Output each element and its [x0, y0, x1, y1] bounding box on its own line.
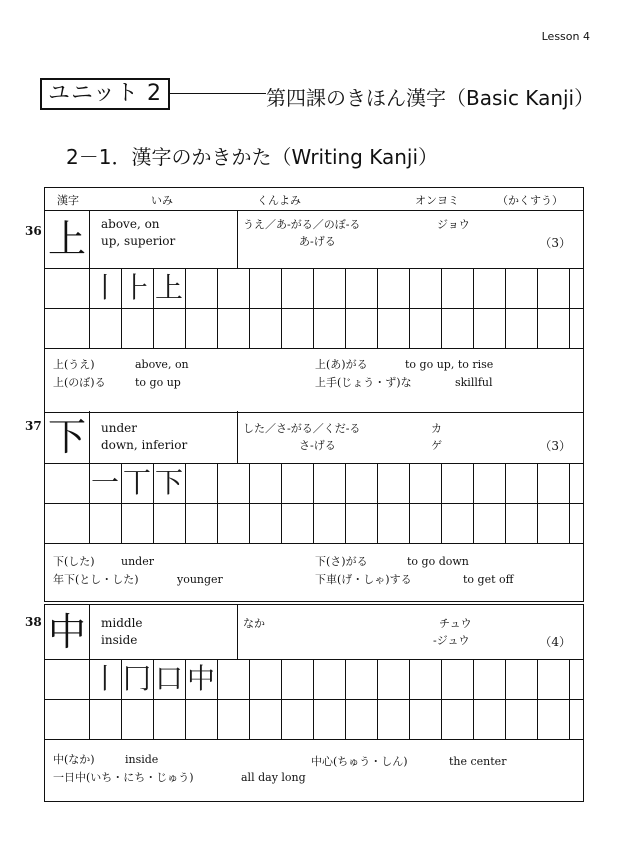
example-meaning: to go up [135, 376, 181, 389]
example-word: 中(なか) [53, 753, 95, 766]
practice-cell [505, 699, 538, 739]
meaning-line-1: above, on [101, 217, 160, 231]
practice-cell [345, 503, 378, 543]
practice-cell [89, 503, 122, 543]
meaning-line-1: under [101, 421, 137, 435]
practice-row-1 [45, 463, 583, 504]
practice-cell [441, 699, 474, 739]
practice-cell [249, 659, 282, 699]
table-header [45, 188, 583, 211]
practice-cell [217, 268, 250, 308]
kunyomi-line-2: あ-げる [299, 235, 336, 248]
example-meaning: all day long [241, 771, 306, 784]
practice-cell [185, 699, 218, 739]
practice-cell [249, 268, 282, 308]
practice-cell [537, 503, 570, 543]
practice-cell [473, 308, 506, 348]
practice-cell [441, 463, 474, 503]
practice-cell [473, 268, 506, 308]
practice-cell [89, 699, 122, 739]
example-word: 上(あ)がる [315, 358, 368, 371]
practice-cell [441, 659, 474, 699]
unit-box: ユニット 2 [40, 78, 170, 110]
practice-cell [377, 268, 410, 308]
practice-cell [537, 308, 570, 348]
practice-cell [45, 699, 90, 739]
practice-cell: 上 [153, 268, 186, 308]
practice-cell [217, 463, 250, 503]
practice-cell [121, 699, 154, 739]
practice-cell [505, 503, 538, 543]
practice-row-2 [45, 699, 583, 740]
practice-cell [249, 463, 282, 503]
example-meaning: under [121, 555, 154, 568]
unit-divider-line [168, 93, 266, 94]
header-imi: いみ [151, 194, 173, 207]
meaning-line-1: middle [101, 616, 143, 630]
practice-cell [345, 268, 378, 308]
practice-cell [537, 268, 570, 308]
example-word: 年下(とし・した) [53, 573, 139, 586]
practice-cell [185, 503, 218, 543]
practice-cell [441, 308, 474, 348]
practice-cell [313, 308, 346, 348]
practice-cell [313, 268, 346, 308]
practice-cell [377, 503, 410, 543]
practice-cell [153, 308, 186, 348]
kanji-number: 36 [25, 224, 42, 238]
practice-cell: 中 [185, 659, 218, 699]
practice-cell [441, 268, 474, 308]
practice-cell: 下 [153, 463, 186, 503]
practice-cell [121, 308, 154, 348]
column-divider [237, 605, 238, 659]
kanji-block-37 [25, 411, 584, 602]
kanji-block-38 [25, 604, 584, 802]
kanji-character: 中 [45, 605, 90, 659]
practice-cell: 一 [89, 463, 122, 503]
kanji-block-36 [25, 187, 584, 413]
practice-row-1 [45, 659, 583, 700]
practice-cell: 丨 [89, 659, 122, 699]
practice-cell [409, 699, 442, 739]
practice-cell [45, 268, 90, 308]
onyomi-line-2: ゲ [431, 439, 442, 452]
header-onyomi: オンヨミ [415, 194, 459, 207]
practice-cell [45, 659, 90, 699]
practice-cell [313, 659, 346, 699]
practice-cell [281, 463, 314, 503]
practice-row-2 [45, 503, 583, 544]
practice-cell [281, 699, 314, 739]
practice-cell [473, 503, 506, 543]
section-title: 2－1．漢字のかきかた（Writing Kanji） [66, 145, 439, 169]
practice-cell [409, 503, 442, 543]
practice-cell [537, 659, 570, 699]
practice-cell [409, 268, 442, 308]
practice-cell [409, 659, 442, 699]
practice-cell [473, 659, 506, 699]
kanji-number: 37 [25, 419, 42, 433]
kanji-character: 上 [45, 210, 90, 268]
onyomi-line-1: チュウ [439, 617, 472, 630]
example-word: 下(さ)がる [315, 555, 368, 568]
unit-title: 第四課のきほん漢字（Basic Kanji） [266, 86, 595, 110]
practice-cell [249, 308, 282, 348]
practice-cell [217, 659, 250, 699]
meaning-line-2: inside [101, 633, 138, 647]
stroke-count: （4） [539, 635, 571, 649]
kanji-info-row [25, 411, 583, 464]
practice-cell [505, 463, 538, 503]
example-word: 上手(じょう・ず)な [315, 376, 412, 389]
stroke-count: （3） [539, 236, 571, 250]
header-kunyomi: くんよみ [257, 194, 301, 207]
onyomi-line-2: -ジュウ [433, 634, 470, 647]
example-meaning: the center [449, 755, 507, 768]
example-meaning: above, on [135, 358, 189, 371]
example-meaning: to go up, to rise [405, 358, 494, 371]
kanji-number: 38 [25, 615, 42, 629]
practice-cell: ⺊ [121, 268, 154, 308]
kunyomi-line-1: した／さ-がる／くだ-る [243, 422, 361, 435]
practice-cell [45, 308, 90, 348]
examples [45, 745, 583, 797]
column-divider [237, 210, 238, 268]
practice-cell [377, 463, 410, 503]
practice-cell [537, 463, 570, 503]
example-meaning: inside [125, 753, 159, 766]
header-strokes: （かくすう） [497, 194, 563, 207]
kanji-info-row [25, 210, 583, 269]
practice-cell [281, 308, 314, 348]
example-word: 一日中(いち・にち・じゅう) [53, 771, 194, 784]
meaning-line-2: down, inferior [101, 438, 188, 452]
practice-cell [249, 699, 282, 739]
practice-cell [249, 503, 282, 543]
onyomi-line-1: カ [431, 422, 442, 435]
header-kanji: 漢字 [57, 194, 79, 207]
lesson-label: Lesson 4 [541, 30, 590, 43]
practice-cell [473, 463, 506, 503]
practice-cell [313, 503, 346, 543]
practice-cell [377, 699, 410, 739]
practice-cell [505, 308, 538, 348]
example-word: 下(した) [53, 555, 95, 568]
practice-cell: 冂 [121, 659, 154, 699]
practice-cell [505, 268, 538, 308]
practice-cell [345, 699, 378, 739]
practice-cell [409, 308, 442, 348]
practice-grid [45, 463, 583, 543]
practice-cell [505, 659, 538, 699]
example-word: 上(うえ) [53, 358, 95, 371]
practice-cell [89, 308, 122, 348]
practice-cell [441, 503, 474, 543]
practice-cell [45, 503, 90, 543]
example-meaning: skillful [455, 376, 493, 389]
practice-cell [185, 308, 218, 348]
kunyomi-line-2: さ-げる [299, 439, 336, 452]
practice-cell: 丨 [89, 268, 122, 308]
practice-cell [473, 699, 506, 739]
practice-cell: 口 [153, 659, 186, 699]
column-divider [237, 411, 238, 463]
practice-cell [121, 503, 154, 543]
practice-cell [45, 463, 90, 503]
example-meaning: to get off [463, 573, 514, 586]
example-word: 中心(ちゅう・しん) [311, 755, 408, 768]
kanji-character: 下 [45, 411, 90, 463]
practice-grid [45, 268, 583, 348]
kunyomi-line-1: うえ／あ-がる／のぼ-る [243, 218, 361, 231]
practice-cell [281, 503, 314, 543]
practice-cell [537, 699, 570, 739]
practice-row-1 [45, 268, 583, 309]
practice-cell: 丅 [121, 463, 154, 503]
practice-cell [185, 268, 218, 308]
practice-cell [377, 659, 410, 699]
practice-cell [345, 463, 378, 503]
practice-cell [313, 463, 346, 503]
example-meaning: to go down [407, 555, 469, 568]
practice-cell [185, 463, 218, 503]
practice-row-2 [45, 308, 583, 349]
practice-cell [217, 308, 250, 348]
stroke-count: （3） [539, 439, 571, 453]
practice-cell [153, 503, 186, 543]
meaning-line-2: up, superior [101, 234, 176, 248]
kanji-info-row [25, 605, 583, 660]
practice-cell [217, 699, 250, 739]
example-meaning: younger [177, 573, 223, 586]
example-word: 下車(げ・しゃ)する [315, 573, 412, 586]
practice-cell [345, 659, 378, 699]
practice-cell [313, 699, 346, 739]
onyomi-line-1: ジョウ [437, 218, 470, 231]
practice-cell [153, 699, 186, 739]
examples [45, 354, 583, 408]
practice-cell [217, 503, 250, 543]
practice-cell [281, 268, 314, 308]
examples [45, 549, 583, 599]
practice-cell [409, 463, 442, 503]
practice-cell [281, 659, 314, 699]
practice-cell [345, 308, 378, 348]
kunyomi-line-1: なか [243, 617, 265, 630]
example-word: 上(のぼ)る [53, 376, 106, 389]
practice-cell [377, 308, 410, 348]
practice-grid [45, 659, 583, 739]
